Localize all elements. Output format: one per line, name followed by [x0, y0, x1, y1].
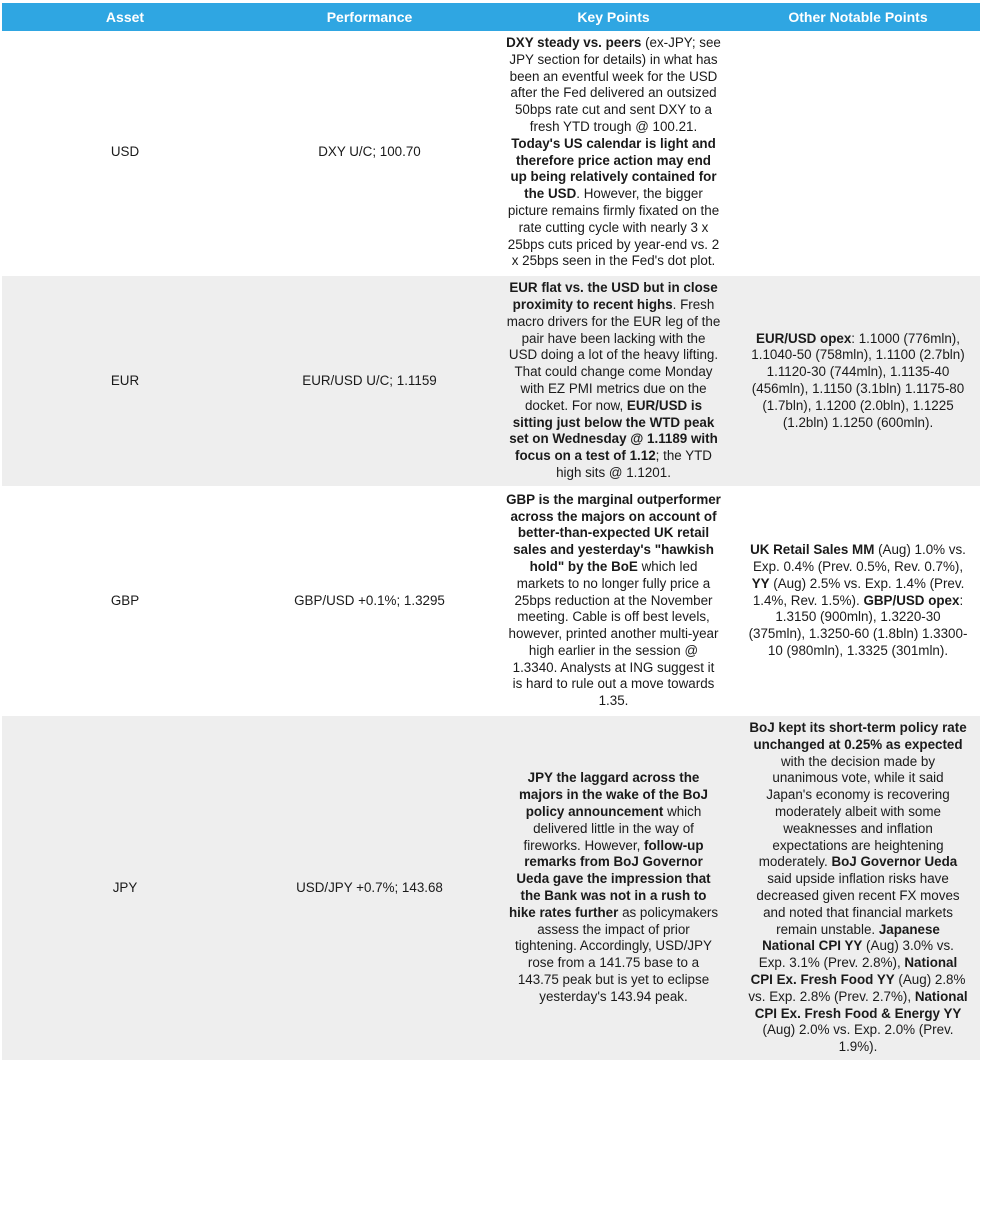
- body-text: with the decision made by unanimous vote, while it said Japan's economy is recovering moderately albeit with some weaknesses and inflation expectations are heightening moderately.: [758, 753, 950, 870]
- emphasis-text: follow-up remarks from BoJ Governor Ueda gave the impression that the Bank was not in a rush to hike rates further: [508, 837, 711, 920]
- body-text: (Aug) 2.0% vs. Exp. 2.0% (Prev. 1.9%).: [762, 1022, 954, 1055]
- header-other-points: Other Notable Points: [736, 3, 980, 31]
- emphasis-text: BoJ Governor Ueda: [831, 854, 958, 870]
- body-text: (Aug) 2.5% vs. Exp. 1.4% (Prev. 1.4%, Rev. 1.5%).: [752, 575, 965, 608]
- performance-cell: EUR/USD U/C; 1.1159: [248, 275, 491, 487]
- row-gbp: [2, 487, 980, 715]
- emphasis-text: Japanese National CPI YY: [762, 921, 940, 954]
- emphasis-text: Today's US calendar is light and therefore price action may end up being relatively contained for the USD: [510, 135, 717, 202]
- header-key-points: Key Points: [491, 3, 736, 31]
- row-jpy: [2, 715, 980, 1061]
- body-text: . However, the bigger picture remains firmly fixated on the rate cutting cycle with nearly 3 x 25bps cuts priced by year-end vs. 2 x 25bps seen in the Fed's dot plot.: [507, 186, 720, 269]
- performance-cell: GBP/USD +0.1%; 1.3295: [248, 487, 491, 715]
- header-row: [2, 3, 980, 31]
- emphasis-text: BoJ kept its short-term policy rate unchanged at 0.25% as expected: [749, 720, 967, 752]
- body-text: . Fresh macro drivers for the EUR leg of the pair have been lacking with the USD doing a lot of the heavy lifting. That could change come Monday with EZ PMI metrics due on the docket. For now,: [506, 296, 721, 413]
- key-points-cell: [491, 275, 736, 487]
- body-text: : 1.1000 (776mln), 1.1040-50 (758mln), 1.1100 (2.7bln) 1.1120-30 (744mln), 1.1135-40 (456mln), 1.1150 (3.1bln) 1.1175-80 (1.7bln), 1.1200 (2.0bln), 1.1225 (1.2bln) 1.1250 (600mln).: [751, 330, 965, 430]
- key-points-cell: [491, 715, 736, 1061]
- body-text: said upside inflation risks have decreased given recent FX moves and noted that financial markets remain unstable.: [756, 871, 960, 937]
- other-points-cell: [736, 487, 980, 715]
- row-eur: [2, 275, 980, 487]
- asset-cell: JPY: [2, 715, 248, 1061]
- emphasis-text: National CPI Ex. Fresh Food & Energy YY: [754, 988, 968, 1021]
- asset-cell: USD: [2, 31, 248, 275]
- emphasis-text: National CPI Ex. Fresh Food YY: [750, 955, 958, 988]
- emphasis-text: YY: [751, 575, 770, 591]
- emphasis-text: GBP is the marginal outperformer across the majors on account of better-than-expected UK retail sales and yesterday's "hawkish hold" by the BoE: [506, 491, 721, 574]
- body-text: (ex-JPY; see JPY section for details) in what has been an eventful week for the USD after the Fed delivered an outsized 50bps rate cut and sent DXY to a fresh YTD trough @ 100.21.: [509, 35, 721, 134]
- emphasis-text: JPY the laggard across the majors in the wake of the BoJ policy announcement: [519, 770, 708, 820]
- performance-cell: USD/JPY +0.7%; 143.68: [248, 715, 491, 1061]
- emphasis-text: EUR/USD is sitting just below the WTD peak set on Wednesday @ 1.1189 with focus on a test of 1.12: [509, 397, 718, 464]
- emphasis-text: EUR/USD opex: [756, 330, 852, 346]
- body-text: (Aug) 1.0% vs. Exp. 0.4% (Prev. 0.5%, Rev. 0.7%),: [752, 542, 966, 574]
- body-text: which led markets to no longer fully price a 25bps reduction at the November meeting. Cable is off best levels, however, printed another multi-year high earlier in the session @ 1.3340. Analysts at ING suggest it is hard to rule out a move towards 1.35.: [508, 558, 719, 709]
- emphasis-text: DXY steady vs. peers: [506, 35, 642, 50]
- fx-summary-table: [2, 3, 980, 1062]
- header-asset: Asset: [2, 3, 248, 31]
- emphasis-text: UK Retail Sales MM: [750, 542, 875, 558]
- other-points-cell: [736, 31, 980, 275]
- body-text: (Aug) 2.8% vs. Exp. 2.8% (Prev. 2.7%),: [748, 972, 966, 1004]
- row-usd: [2, 31, 980, 275]
- body-text: (Aug) 3.0% vs. Exp. 3.1% (Prev. 2.8%),: [758, 938, 954, 971]
- body-text: as policymakers assess the impact of prior tightening. Accordingly, USD/JPY rose from a 141.75 base to a 143.75 peak but is yet to eclipse yesterday's 143.94 peak.: [515, 904, 719, 1004]
- body-text: ; the YTD high sits @ 1.1201.: [556, 448, 712, 480]
- asset-cell: EUR: [2, 275, 248, 487]
- header-performance: Performance: [248, 3, 491, 31]
- body-text: which delivered little in the way of fireworks. However,: [523, 804, 702, 853]
- emphasis-text: GBP/USD opex: [863, 592, 960, 608]
- key-points-cell: [491, 31, 736, 275]
- key-points-cell: [491, 487, 736, 715]
- performance-cell: DXY U/C; 100.70: [248, 31, 491, 275]
- other-points-cell: [736, 275, 980, 487]
- other-points-cell: [736, 715, 980, 1061]
- asset-cell: GBP: [2, 487, 248, 715]
- emphasis-text: EUR flat vs. the USD but in close proximity to recent highs: [509, 280, 718, 312]
- body-text: : 1.3150 (900mln), 1.3220-30 (375mln), 1.3250-60 (1.8bln) 1.3300-10 (980mln), 1.3325 (301mln).: [748, 592, 968, 658]
